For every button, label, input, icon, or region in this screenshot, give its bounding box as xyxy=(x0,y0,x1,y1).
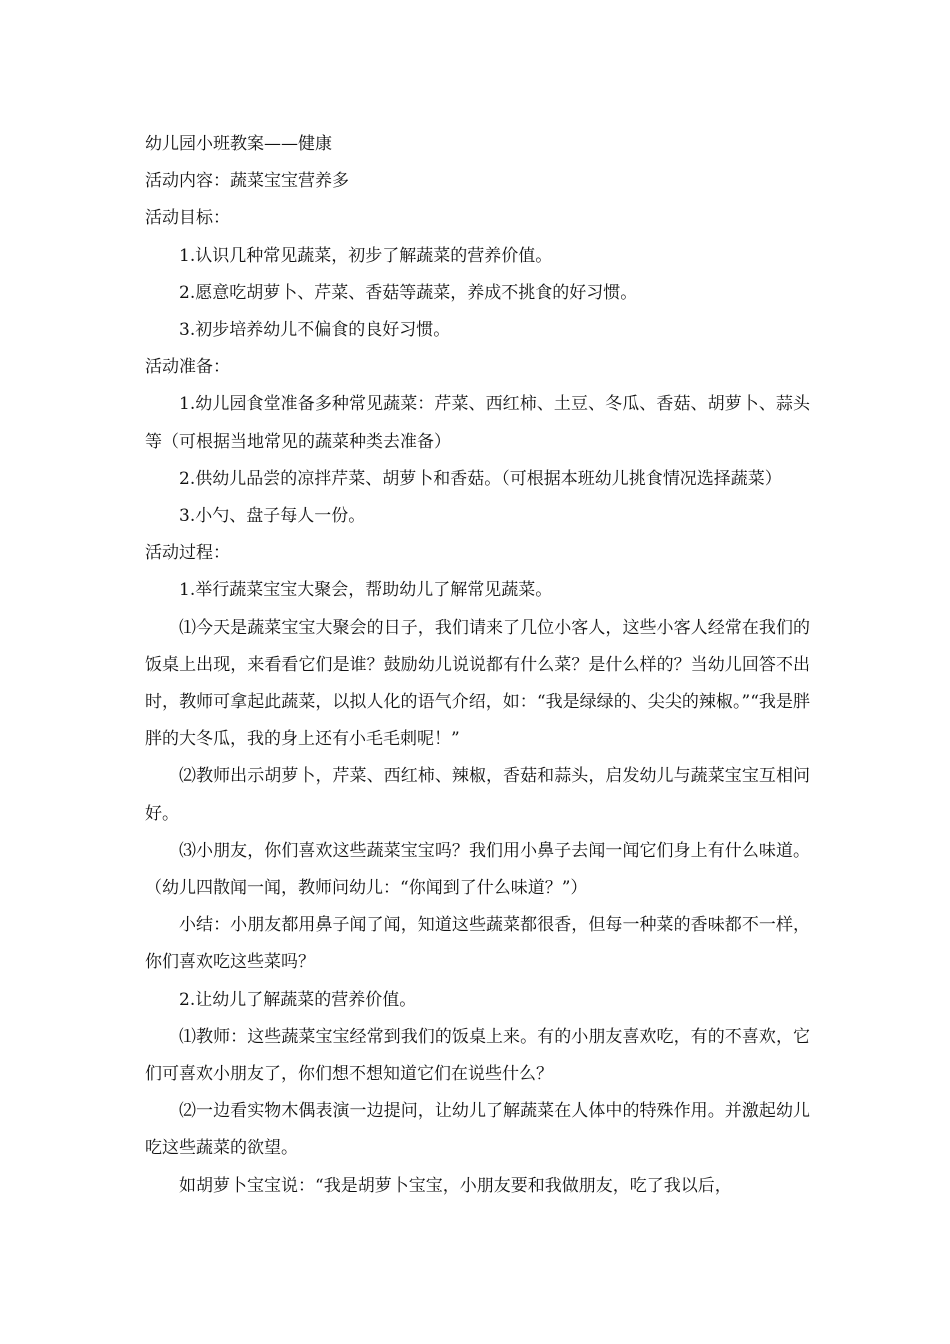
preparation-item: 3.小勺、盘子每人一份。 xyxy=(179,506,366,527)
document-body xyxy=(145,126,810,1205)
preparation-item: 2.供幼儿品尝的凉拌芹菜、胡萝卜和香菇。（可根据本班幼儿挑食情况选择蔬菜） xyxy=(179,468,782,489)
process-summary: 小结：小朋友都用鼻子闻了闻，知道这些蔬菜都很香，但每一种菜的香味都不一样，你们喜欢吃这些菜吗？ xyxy=(145,915,810,973)
preparation-heading: 活动准备： xyxy=(145,357,230,378)
process-paragraph: ⑵一边看实物木偶表演一边提问，让幼儿了解蔬菜在人体中的特殊作用。并激起幼儿吃这些蔬菜的欲望。 xyxy=(145,1101,810,1159)
process-paragraph: 2.让幼儿了解蔬菜的营养价值。 xyxy=(179,989,417,1010)
goal-item: 2.愿意吃胡萝卜、芹菜、香菇等蔬菜，养成不挑食的好习惯。 xyxy=(179,282,638,303)
goal-item: 3.初步培养幼儿不偏食的良好习惯。 xyxy=(179,320,451,341)
process-paragraph: ⑵教师出示胡萝卜，芹菜、西红柿、辣椒，香菇和蒜头，启发幼儿与蔬菜宝宝互相问好。 xyxy=(145,766,810,824)
preparation-item: 1.幼儿园食堂准备多种常见蔬菜：芹菜、西红柿、土豆、冬瓜、香菇、胡萝卜、蒜头等（可根据当地常见的蔬菜种类去准备） xyxy=(145,394,810,452)
process-heading: 活动过程： xyxy=(145,543,230,564)
process-paragraph: ⑴教师：这些蔬菜宝宝经常到我们的饭桌上来。有的小朋友喜欢吃，有的不喜欢，它们可喜欢小朋友了，你们想不想知道它们在说些什么？ xyxy=(145,1026,810,1085)
goal-item: 1.认识几种常见蔬菜，初步了解蔬菜的营养价值。 xyxy=(179,245,553,266)
process-paragraph: ⑴今天是蔬菜宝宝大聚会的日子，我们请来了几位小客人，这些小客人经常在我们的饭桌上出现，来看看它们是谁？鼓励幼儿说说都有什么菜？是什么样的？当幼儿回答不出时，教师可拿起此蔬菜，以拟人化的语气介绍，如：“我是绿绿的、尖尖的辣椒。”“我是胖胖的大冬瓜，我的身上还有小毛毛刺呢！” xyxy=(145,617,810,750)
process-paragraph: 如胡萝卜宝宝说：“我是胡萝卜宝宝，小朋友要和我做朋友，吃了我以后， xyxy=(179,1175,732,1196)
process-paragraph: ⑶小朋友，你们喜欢这些蔬菜宝宝吗？我们用小鼻子去闻一闻它们身上有什么味道。（幼儿四散闻一闻，教师问幼儿：“你闻到了什么味道？”） xyxy=(145,840,810,899)
document-title: 幼儿园小班教案——健康 xyxy=(145,134,332,154)
process-paragraph: 1.举行蔬菜宝宝大聚会，帮助幼儿了解常见蔬菜。 xyxy=(179,580,553,601)
goals-heading: 活动目标： xyxy=(145,208,230,229)
activity-content: 活动内容：蔬菜宝宝营养多 xyxy=(145,171,349,192)
